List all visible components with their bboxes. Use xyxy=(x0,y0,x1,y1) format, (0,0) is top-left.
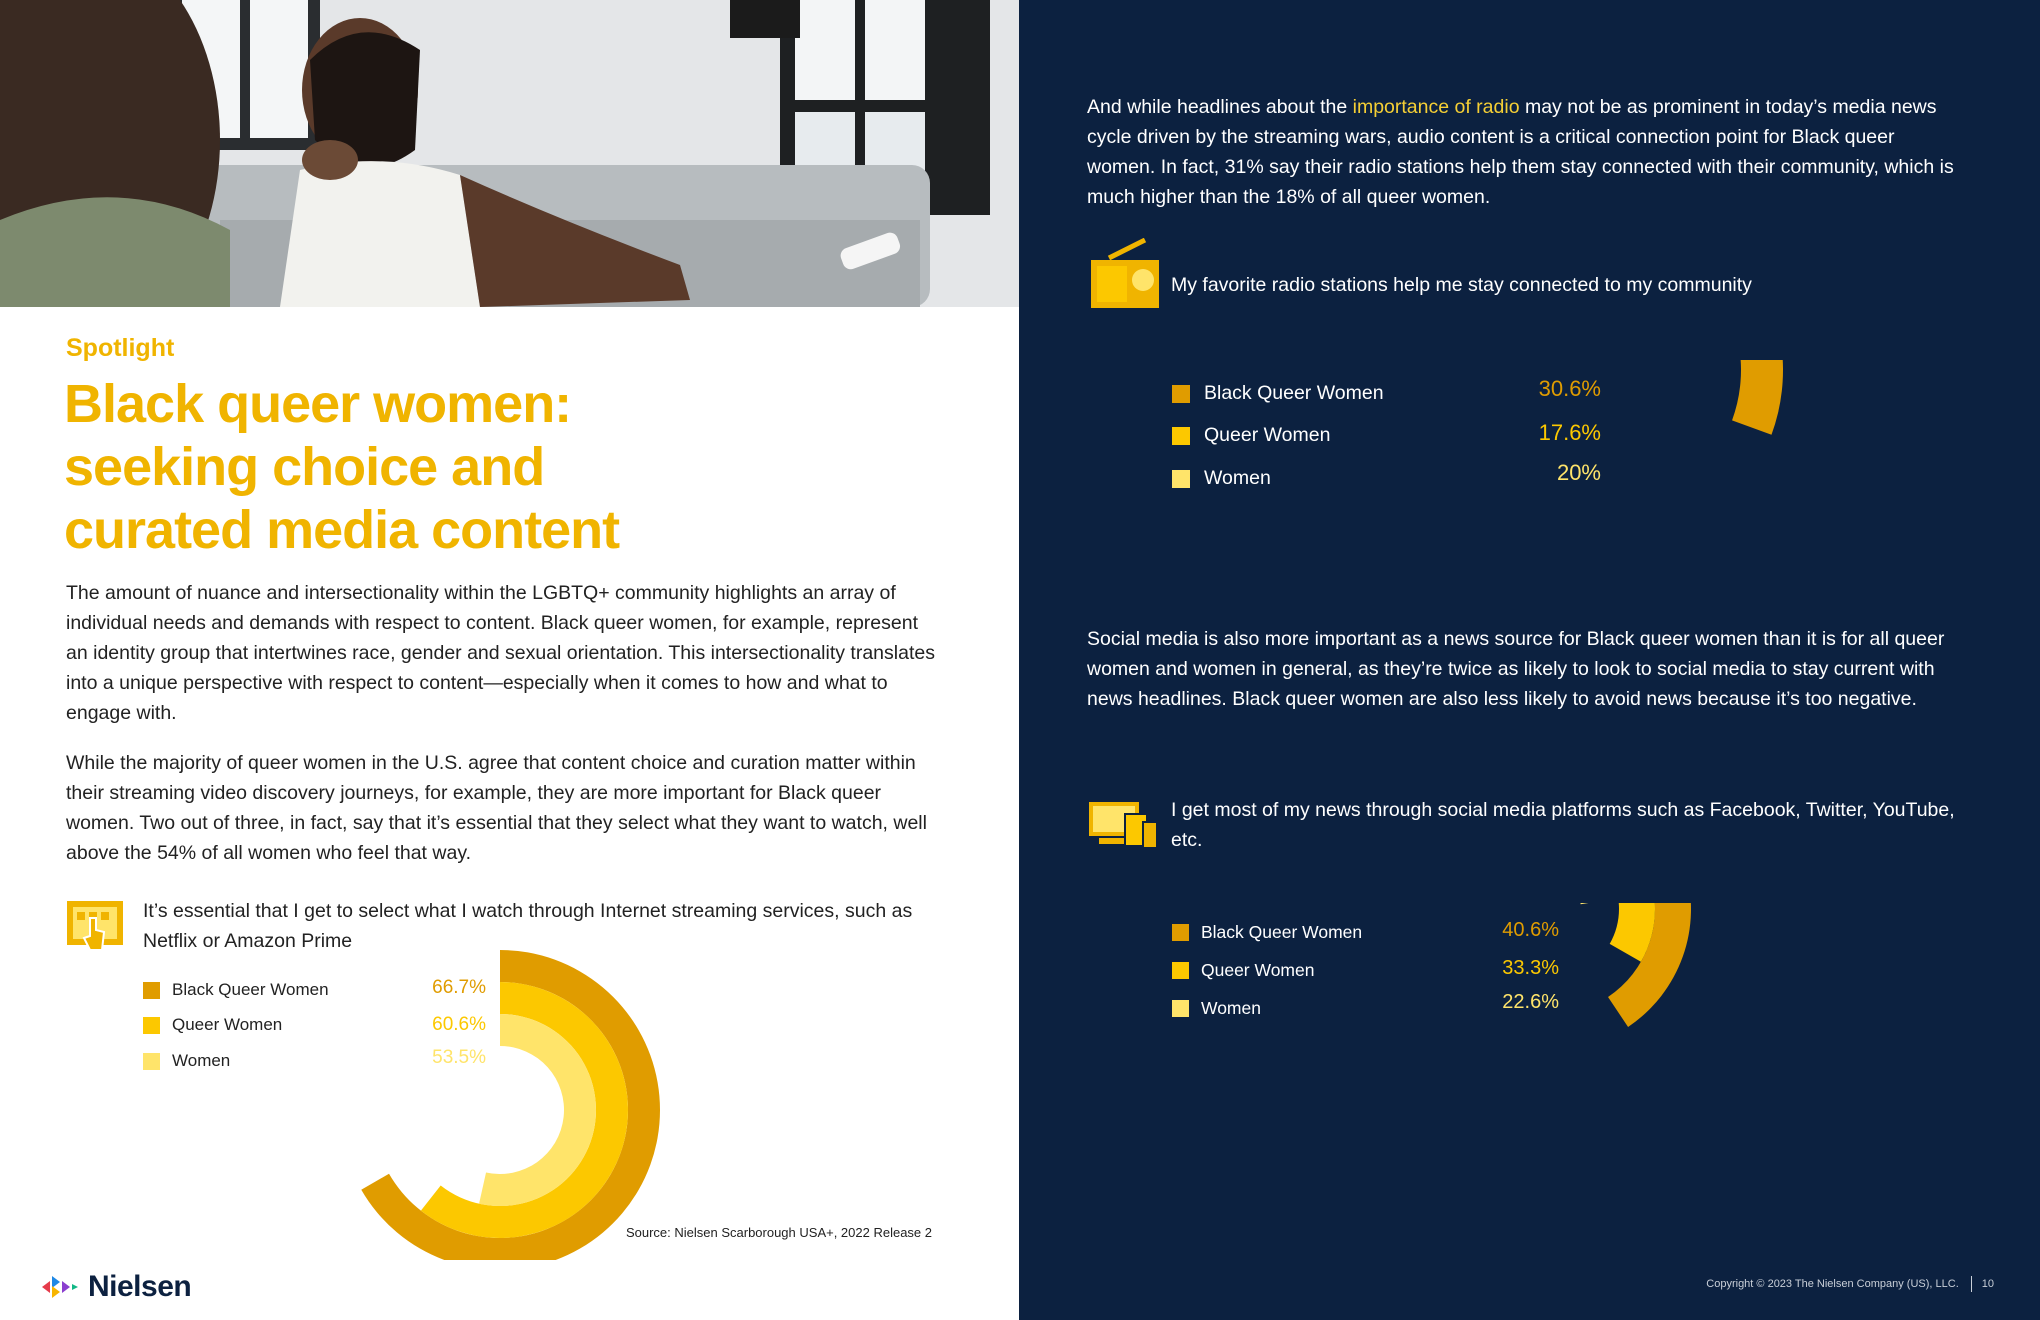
footer-divider xyxy=(1971,1276,1972,1292)
legend-label: Queer Women xyxy=(1204,424,1331,446)
radial-bar-women xyxy=(1549,903,1618,904)
legend-label: Queer Women xyxy=(1201,960,1315,980)
legend-swatch xyxy=(1172,962,1189,979)
data-label: 66.7% xyxy=(432,977,486,998)
legend-label: Women xyxy=(1201,998,1261,1018)
page-title-line-3: curated media content xyxy=(64,500,620,560)
streaming-paragraph: While the majority of queer women in the U.S. agree that content choice and curation matter within their streaming video discovery journeys, for example, they are more important for Black queer women. Two out of three, in fact, say that it’s essential that they select what they want to watch, well above the 54% of all women who feel that way. xyxy=(66,752,927,864)
social-question: I get most of my news through social media platforms such as Facebook, Twitter, YouTube, etc. xyxy=(1171,799,1955,851)
radio-paragraph-start: And while headlines about the xyxy=(1087,96,1353,118)
radio-legend xyxy=(1172,382,1432,492)
legend-item xyxy=(1172,960,1314,981)
legend-item xyxy=(1172,467,1271,490)
legend-swatch xyxy=(1172,385,1190,403)
source-note: Source: Nielsen Scarborough USA+, 2022 Release 2 xyxy=(625,1225,932,1240)
streaming-radial-chart xyxy=(340,950,670,1260)
radio-paragraph xyxy=(1087,92,1957,212)
legend-swatch xyxy=(143,1053,160,1070)
radio-icon xyxy=(1089,238,1161,315)
nielsen-logo xyxy=(40,1270,191,1304)
legend-label: Black Queer Women xyxy=(1204,382,1384,404)
legend-label: Black Queer Women xyxy=(1201,922,1363,942)
data-label: 17.6% xyxy=(1538,420,1601,445)
hero-photo xyxy=(0,0,1019,307)
page-title xyxy=(64,373,864,562)
legend-swatch xyxy=(143,1017,160,1034)
data-label: 53.5% xyxy=(432,1047,486,1068)
footer xyxy=(1706,1276,1994,1292)
data-label: 33.3% xyxy=(1502,957,1559,979)
radial-bar-black-queer-women xyxy=(1595,360,1783,435)
importance-of-radio-link[interactable]: importance of radio xyxy=(1352,96,1520,118)
brand-name: Nielsen xyxy=(88,1270,192,1303)
streaming-question: It’s essential that I get to select what I watch through Internet streaming services, such as Netflix or Amazon Prime xyxy=(143,900,913,952)
radio-paragraph-end: may not be as prominent in today’s media news cycle driven by the streaming wars, audio content is a critical connection point for Black queer women. In fact, 31% say their radio stations help them stay connected with their community, which is much higher than the 18% of all queer women. xyxy=(1087,96,1954,208)
data-label: 20% xyxy=(1556,460,1601,485)
legend-item xyxy=(1172,382,1384,405)
data-label: 30.6% xyxy=(1538,376,1601,401)
data-label: 40.6% xyxy=(1502,919,1559,941)
legend-swatch xyxy=(1172,470,1190,488)
legend-item xyxy=(1172,922,1362,943)
radio-radial-chart xyxy=(1585,360,1825,580)
radial-bar-queer-women xyxy=(1549,903,1655,962)
right-page xyxy=(1019,0,2040,1320)
data-label: 60.6% xyxy=(432,1014,486,1035)
social-legend xyxy=(1172,922,1412,1022)
photo-illustration xyxy=(0,0,1019,307)
page-title-line-1: Black queer women: xyxy=(64,374,572,434)
legend-label: Women xyxy=(1204,467,1271,489)
spotlight-label: Spotlight xyxy=(66,334,175,362)
legend-swatch xyxy=(143,982,160,999)
page-number: 10 xyxy=(1981,1278,1994,1290)
legend-item xyxy=(1172,998,1261,1019)
social-radial-chart xyxy=(1546,903,1746,1143)
legend-swatch xyxy=(1172,1000,1189,1017)
left-page xyxy=(0,0,1019,1320)
legend-item xyxy=(143,1051,230,1071)
nielsen-mark-icon xyxy=(40,1272,82,1302)
touch-screen-icon xyxy=(66,900,126,961)
legend-label: Women xyxy=(172,1051,231,1070)
devices-icon xyxy=(1087,800,1159,855)
social-paragraph: Social media is also more important as a news source for Black queer women than it is for all queer women and women in general, as they’re twice as likely to look to social media to stay current with news headlines. Black queer women are also less likely to avoid news because it’s too negative. xyxy=(1087,628,1945,710)
legend-item xyxy=(143,1015,282,1035)
legend-label: Queer Women xyxy=(172,1015,283,1034)
legend-item xyxy=(1172,424,1330,447)
legend-swatch xyxy=(1172,924,1189,941)
legend-label: Black Queer Women xyxy=(172,980,329,999)
data-label: 22.6% xyxy=(1502,991,1559,1013)
intro-paragraph: The amount of nuance and intersectionality within the LGBTQ+ community highlights an array of individual needs and demands with respect to content. Black queer women, for example, represent an identity group that intertwines race, gender and sexual orientation. This intersectionality translates into a unique perspective with respect to content—especially when it comes to how and what to engage with. xyxy=(66,582,935,724)
legend-item xyxy=(143,980,329,1000)
copyright-text: Copyright © 2023 The Nielsen Company (US), LLC. xyxy=(1706,1278,1959,1290)
radio-question: My favorite radio stations help me stay connected to my community xyxy=(1171,274,1752,296)
page-title-line-2: seeking choice and xyxy=(64,437,545,497)
legend-swatch xyxy=(1172,427,1190,445)
